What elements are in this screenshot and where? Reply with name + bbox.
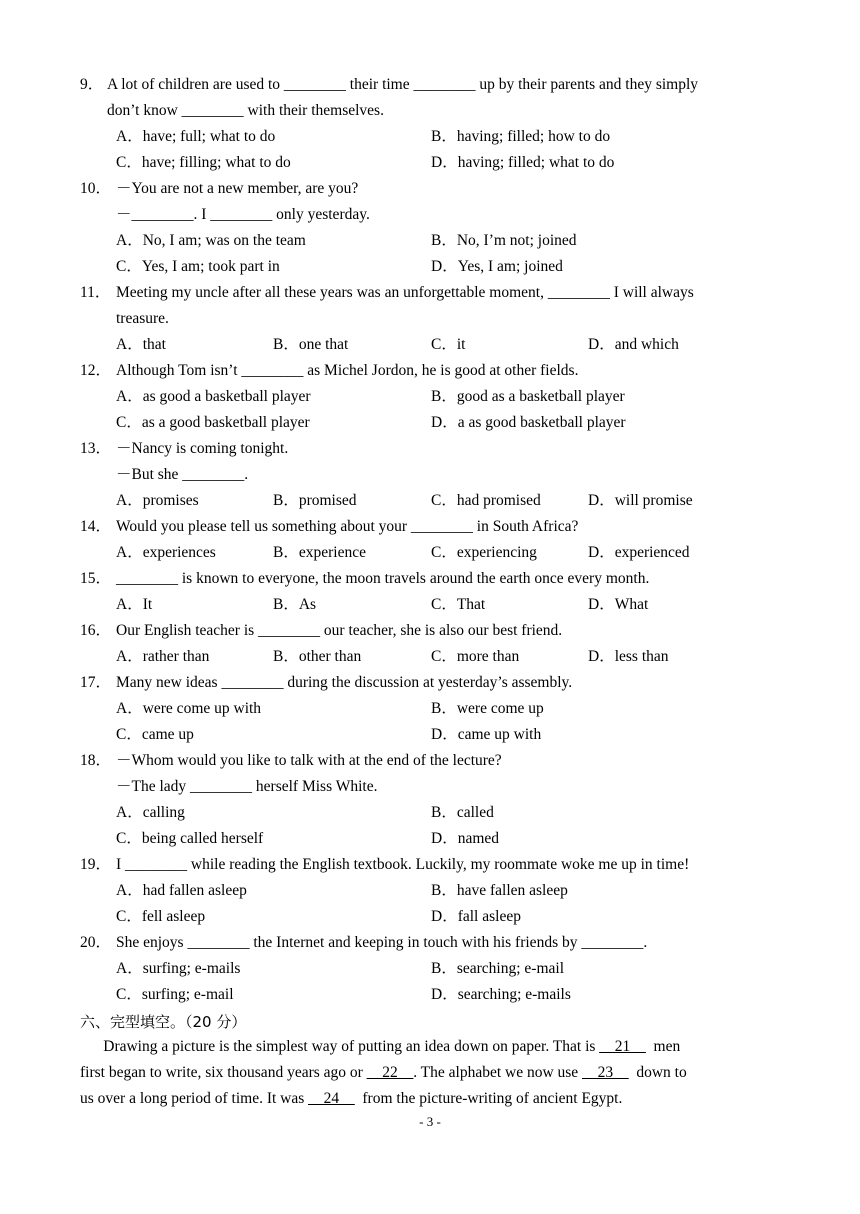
option-a: A．rather than xyxy=(116,648,210,665)
passage-text: down to xyxy=(628,1064,687,1081)
option-c: C．Yes, I am; took part in xyxy=(116,258,280,275)
question-stem: A lot of children are used to ________ their time ________ up by their parents and they simply xyxy=(107,76,699,93)
option-a: A．surfing; e-mails xyxy=(116,960,241,977)
option-b: B．called xyxy=(431,804,494,821)
option-d: D．will promise xyxy=(588,492,693,509)
option-c: C．as a good basketball player xyxy=(116,414,310,431)
question-number: 12． xyxy=(80,362,112,379)
option-d: D．came up with xyxy=(431,726,542,743)
blank-21: __21__ xyxy=(599,1038,646,1055)
option-b: B．experience xyxy=(273,544,366,561)
option-a: A．No, I am; was on the team xyxy=(116,232,306,249)
question-stem: ________ is known to everyone, the moon travels around the earth once every month. xyxy=(116,570,650,587)
passage-text: first began to write, six thousand years ago or xyxy=(80,1064,367,1081)
question-stem: Our English teacher is ________ our teacher, she is also our best friend. xyxy=(116,622,563,639)
passage-text: men xyxy=(645,1038,681,1055)
passage-text: . The alphabet we now use xyxy=(413,1064,583,1081)
passage-line-3 xyxy=(80,1089,780,1109)
question-stem: Would you please tell us something about your ________ in South Africa? xyxy=(116,518,579,535)
option-a: A．promises xyxy=(116,492,199,509)
passage-line-2 xyxy=(80,1063,780,1083)
question-stem: I ________ while reading the English textbook. Luckily, my roommate woke me up in time! xyxy=(116,856,690,873)
option-a: A．experiences xyxy=(116,544,216,561)
option-d: D．having; filled; what to do xyxy=(431,154,615,171)
option-d: D．and which xyxy=(588,336,679,353)
question-stem: －But she ________. xyxy=(116,466,249,483)
question-stem: She enjoys ________ the Internet and keeping in touch with his friends by ________. xyxy=(116,934,648,951)
passage-text: from the picture-writing of ancient Egypt. xyxy=(354,1090,623,1107)
option-b: B．have fallen asleep xyxy=(431,882,568,899)
option-d: D．a as good basketball player xyxy=(431,414,626,431)
question-number: 19． xyxy=(80,856,112,873)
option-d: D．less than xyxy=(588,648,669,665)
option-c: C．more than xyxy=(431,648,520,665)
page-number: - 3 - xyxy=(419,1114,441,1129)
option-b: B．good as a basketball player xyxy=(431,388,625,405)
option-d: D．searching; e-mails xyxy=(431,986,571,1003)
option-a: A．calling xyxy=(116,804,185,821)
question-number: 11． xyxy=(80,284,111,301)
option-a: A．It xyxy=(116,596,153,613)
question-stem: treasure. xyxy=(116,310,169,327)
option-d: D．named xyxy=(431,830,500,847)
option-b: B．As xyxy=(273,596,317,613)
question-stem: －Whom would you like to talk with at the end of the lecture? xyxy=(116,752,502,769)
question-stem: －Nancy is coming tonight. xyxy=(116,440,289,457)
option-d: D．Yes, I am; joined xyxy=(431,258,563,275)
option-b: B．were come up xyxy=(431,700,544,717)
option-b: B．promised xyxy=(273,492,357,509)
option-a: A．have; full; what to do xyxy=(116,128,276,145)
question-number: 17． xyxy=(80,674,112,691)
question-stem: －________. I ________ only yesterday. xyxy=(116,206,370,223)
question-stem: Meeting my uncle after all these years was an unforgettable moment, ________ I will always xyxy=(116,284,694,301)
option-b: B．searching; e-mail xyxy=(431,960,564,977)
question-stem: Many new ideas ________ during the discussion at yesterday’s assembly. xyxy=(116,674,573,691)
question-number: 16． xyxy=(80,622,112,639)
question-stem: don’t know ________ with their themselves. xyxy=(107,102,384,119)
question-number: 18． xyxy=(80,752,112,769)
option-c: C．surfing; e-mail xyxy=(116,986,234,1003)
question-stem: Although Tom isn’t ________ as Michel Jordon, he is good at other fields. xyxy=(116,362,579,379)
option-c: C．being called herself xyxy=(116,830,264,847)
option-a: A．were come up with xyxy=(116,700,262,717)
passage-text: us over a long period of time. It was xyxy=(80,1090,309,1107)
option-b: B．other than xyxy=(273,648,362,665)
question-number: 14． xyxy=(80,518,112,535)
option-b: B．No, I’m not; joined xyxy=(431,232,577,249)
option-b: B．one that xyxy=(273,336,349,353)
question-number: 20． xyxy=(80,934,112,951)
option-c: C．have; filling; what to do xyxy=(116,154,291,171)
option-a: A．that xyxy=(116,336,166,353)
question-number: 10． xyxy=(80,180,112,197)
option-c: C．had promised xyxy=(431,492,541,509)
option-a: A．had fallen asleep xyxy=(116,882,247,899)
option-d: D．fall asleep xyxy=(431,908,521,925)
blank-24: __24__ xyxy=(308,1090,355,1107)
question-stem: －You are not a new member, are you? xyxy=(116,180,359,197)
question-stem: －The lady ________ herself Miss White. xyxy=(116,778,378,795)
option-b: B．having; filled; how to do xyxy=(431,128,611,145)
question-number: 13． xyxy=(80,440,112,457)
option-c: C．it xyxy=(431,336,466,353)
option-c: C．experiencing xyxy=(431,544,537,561)
option-c: C．came up xyxy=(116,726,194,743)
section-heading: 六、完型填空。（20 分） xyxy=(80,1013,247,1031)
option-a: A．as good a basketball player xyxy=(116,388,311,405)
option-c: C．fell asleep xyxy=(116,908,206,925)
option-c: C．That xyxy=(431,596,486,613)
option-d: D．experienced xyxy=(588,544,690,561)
passage-text: Drawing a picture is the simplest way of putting an idea down on paper. That is xyxy=(80,1038,600,1055)
blank-22: __22__ xyxy=(366,1064,414,1081)
question-number: 9． xyxy=(80,76,104,93)
passage-line-1 xyxy=(80,1037,780,1057)
question-number: 15． xyxy=(80,570,112,587)
blank-23: __23__ xyxy=(582,1064,629,1081)
option-d: D．What xyxy=(588,596,649,613)
